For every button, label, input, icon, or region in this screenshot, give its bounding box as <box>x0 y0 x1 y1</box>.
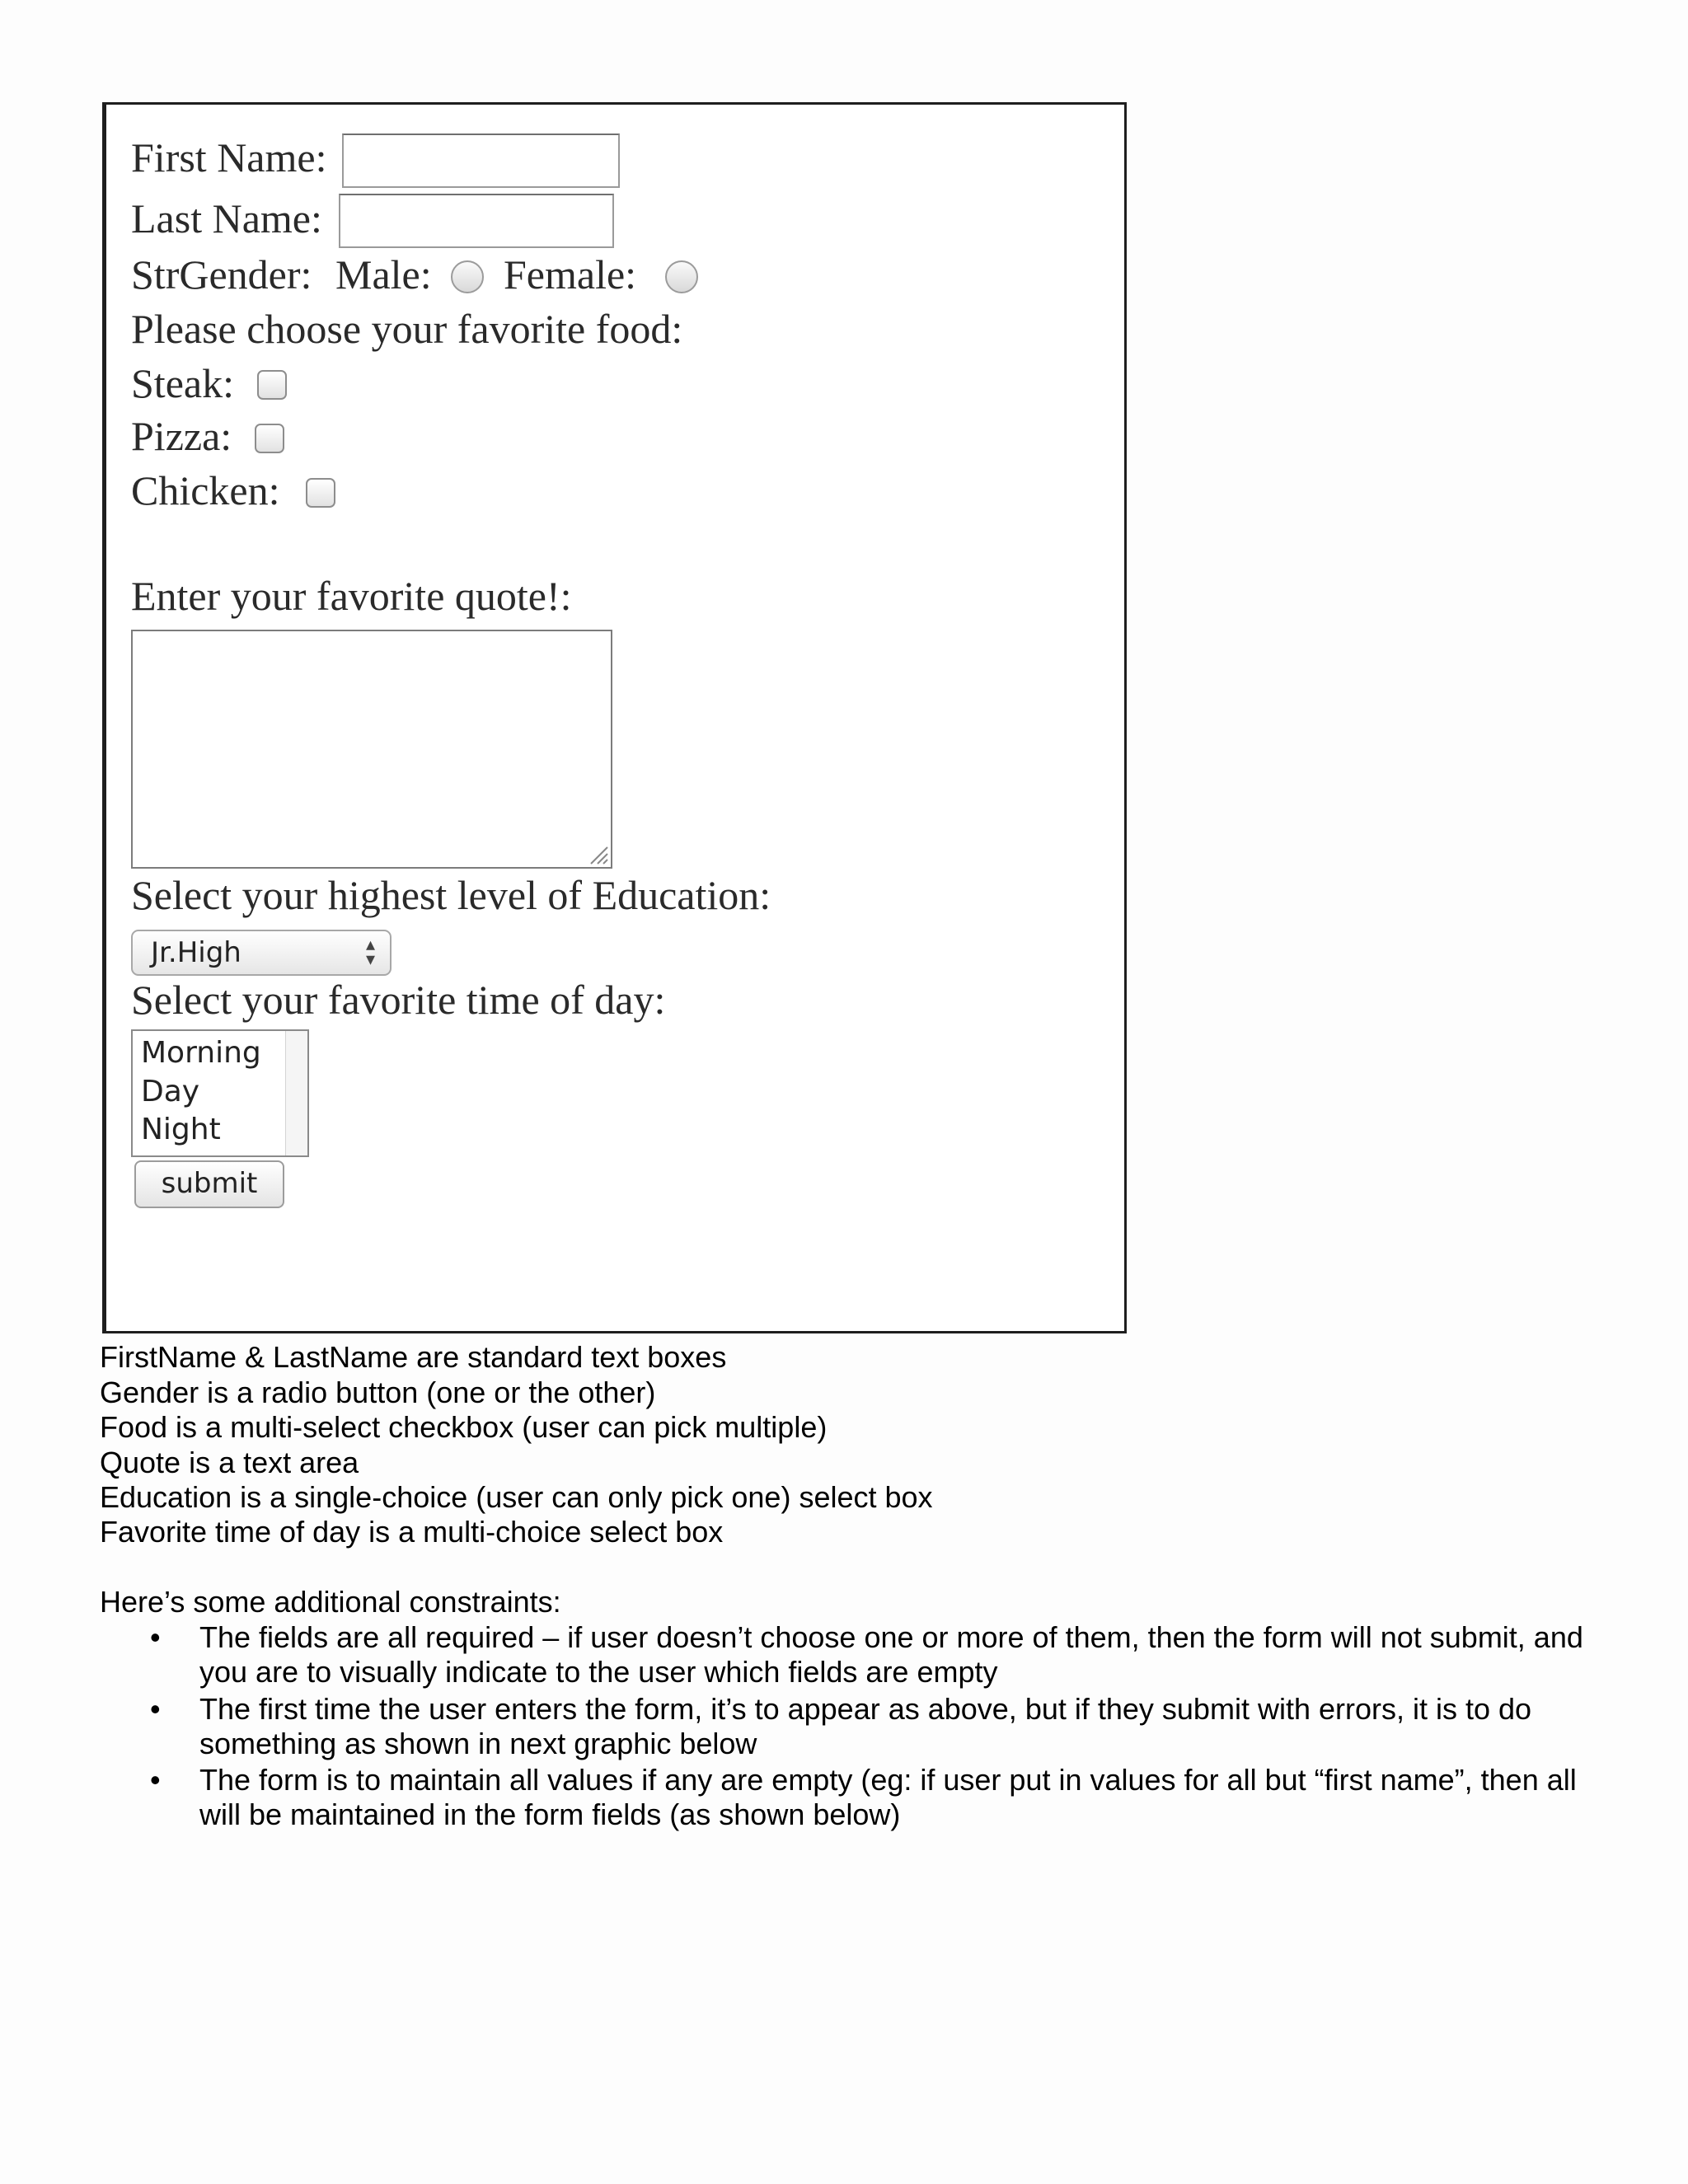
first-name-input[interactable] <box>342 134 620 188</box>
male-label: Male: <box>335 251 432 298</box>
last-name-label: Last Name: <box>131 195 322 241</box>
note-line: Gender is a radio button (one or the other) <box>100 1376 656 1409</box>
note-line: FirstName & LastName are standard text boxes <box>100 1340 727 1374</box>
steak-label: Steak: <box>131 360 234 406</box>
form-screenshot <box>102 102 1127 1333</box>
bullet-text: The fields are all required – if user doesn’t choose one or more of them, then the form will not submit, and you are to visually indicate to the user which fields are empty <box>199 1620 1583 1689</box>
updown-arrows-icon: ▴ ▾ <box>365 935 375 970</box>
education-select[interactable] <box>131 930 392 976</box>
time-option-night[interactable]: Night <box>141 1113 221 1146</box>
gender-label: StrGender: <box>131 251 312 298</box>
bullet-icon: • <box>150 1692 161 1726</box>
steak-checkbox[interactable] <box>257 370 287 400</box>
resize-grip-icon[interactable] <box>586 842 609 865</box>
bullet-text: The form is to maintain all values if any are empty (eg: if user put in values for all but “first name”, then all will be maintained in the form fields (as shown below) <box>199 1763 1577 1831</box>
food-prompt: Please choose your favorite food: <box>131 306 683 352</box>
education-label: Select your highest level of Education: <box>131 872 771 918</box>
pizza-checkbox[interactable] <box>255 424 284 453</box>
education-selected-value: Jr.High <box>151 936 241 969</box>
quote-label: Enter your favorite quote!: <box>131 573 572 619</box>
bullet-icon: • <box>150 1620 161 1654</box>
note-line: Food is a multi-select checkbox (user can pick multiple) <box>100 1410 828 1444</box>
time-of-day-listbox[interactable] <box>131 1029 309 1157</box>
male-radio[interactable] <box>451 260 484 293</box>
note-line: Favorite time of day is a multi-choice select box <box>100 1515 724 1549</box>
last-name-input[interactable] <box>339 194 614 248</box>
first-name-label: First Name: <box>131 134 327 180</box>
time-label: Select your favorite time of day: <box>131 977 666 1023</box>
pizza-label: Pizza: <box>131 413 232 459</box>
female-label: Female: <box>504 251 637 298</box>
note-line: Quote is a text area <box>100 1446 359 1479</box>
submit-button[interactable]: submit <box>134 1160 284 1208</box>
chicken-label: Chicken: <box>131 467 280 513</box>
female-radio[interactable] <box>665 260 698 293</box>
bullet-icon: • <box>150 1763 161 1797</box>
constraints-heading: Here’s some additional constraints: <box>100 1585 561 1619</box>
quote-textarea[interactable] <box>131 630 612 869</box>
time-option-day[interactable]: Day <box>141 1075 200 1108</box>
listbox-scrollbar[interactable] <box>285 1031 307 1155</box>
time-option-morning[interactable]: Morning <box>141 1036 261 1070</box>
bullet-text: The first time the user enters the form, it’s to appear as above, but if they submit with errors, it is to do something as shown in next graphic below <box>199 1692 1532 1760</box>
chicken-checkbox[interactable] <box>306 478 335 508</box>
note-line: Education is a single-choice (user can only pick one) select box <box>100 1480 933 1514</box>
